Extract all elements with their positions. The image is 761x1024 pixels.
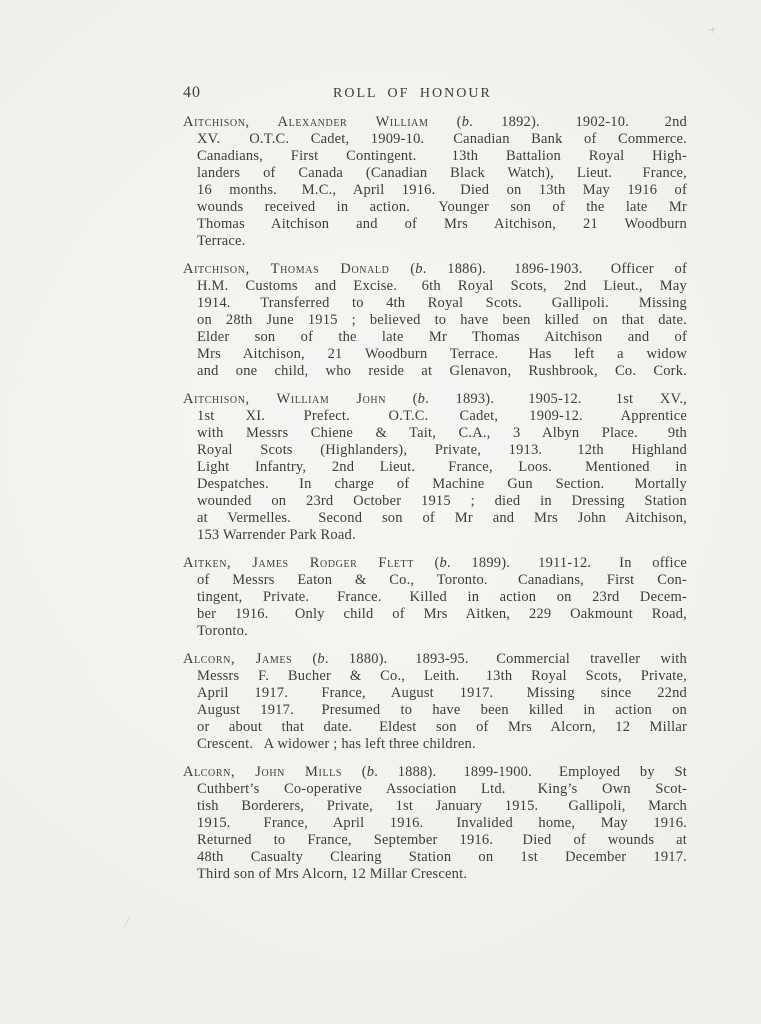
entry-text: 1st XI. Prefect. O.T.C. Cadet, 1909-12. Apprentice <box>197 408 687 424</box>
roll-entry <box>183 261 687 380</box>
entry-name: Alcorn, James <box>183 651 293 667</box>
roll-entry <box>183 391 687 544</box>
entry-text: . 1880). 1893-95. Commercial traveller with <box>324 651 687 667</box>
entry-text: ( <box>342 764 367 780</box>
entry-line <box>183 866 687 883</box>
entry-line <box>183 261 687 278</box>
entry-text: on 28th June 1915 ; believed to have been killed on that date. <box>197 312 687 328</box>
entry-line <box>183 199 687 216</box>
entry-name: Aitken, James Rodger Flett <box>183 555 414 571</box>
entry-name: Aitchison, Alexander William <box>183 114 429 130</box>
entry-line <box>183 685 687 702</box>
roll-entry <box>183 555 687 640</box>
entry-text: . 1893). 1905-12. 1st XV., <box>425 391 687 407</box>
entry-text: at Vermelles. Second son of Mr and Mrs John Aitchison, <box>197 510 687 526</box>
entry-line <box>183 476 687 493</box>
entry-name: Alcorn, John Mills <box>183 764 343 780</box>
entry-text: b <box>461 114 470 130</box>
entry-line <box>183 363 687 380</box>
page-number: 40 <box>183 84 201 101</box>
entry-text: Elder son of the late Mr Thomas Aitchison and of <box>197 329 687 345</box>
entry-text: XV. O.T.C. Cadet, 1909-10. Canadian Bank of Commerce. <box>197 131 687 147</box>
entry-text: 1915. France, April 1916. Invalided home, May 1916. <box>197 815 687 831</box>
entry-text: ( <box>389 261 416 277</box>
entry-text: b <box>415 261 423 277</box>
entry-line <box>183 849 687 866</box>
entry-text: b <box>317 651 325 667</box>
entry-text: Light Infantry, 2nd Lieut. France, Loos. Mentioned in <box>197 459 687 475</box>
entry-text: August 1917. Presumed to have been killed in action on <box>197 702 687 718</box>
entry-line <box>183 391 687 408</box>
entry-text: ( <box>413 555 440 571</box>
entry-line <box>183 216 687 233</box>
entry-text: ber 1916. Only child of Mrs Aitken, 229 Oakmount Road, <box>197 606 687 622</box>
entry-line <box>183 312 687 329</box>
entry-text: landers of Canada (Canadian Black Watch), Lieut. France, <box>197 165 687 181</box>
entry-text: H.M. Customs and Excise. 6th Royal Scots, 2nd Lieut., May <box>197 278 687 294</box>
paper-speck <box>124 918 130 927</box>
entry-line <box>183 781 687 798</box>
entry-line <box>183 131 687 148</box>
entry-line <box>183 589 687 606</box>
entry-line <box>183 493 687 510</box>
entry-line <box>183 702 687 719</box>
entry-text: Mrs Aitchison, 21 Woodburn Terrace. Has left a widow <box>197 346 687 362</box>
entry-line <box>183 510 687 527</box>
entry-text: 1914. Transferred to 4th Royal Scots. Gallipoli. Missing <box>197 295 687 311</box>
running-header: ROLL OF HONOUR <box>333 86 492 101</box>
entry-name: Aitchison, William John <box>183 391 387 407</box>
entry-line <box>183 555 687 572</box>
entry-text: Terrace. <box>197 233 246 249</box>
entry-line <box>183 295 687 312</box>
entry-line <box>183 572 687 589</box>
entry-line <box>183 668 687 685</box>
entry-text: Toronto. <box>197 623 248 639</box>
entry-line <box>183 736 687 753</box>
roll-entry <box>183 651 687 753</box>
entry-text: tish Borderers, Private, 1st January 1915. Gallipoli, March <box>197 798 687 814</box>
entry-text: 48th Casualty Clearing Station on 1st December 1917. <box>197 849 687 865</box>
entry-text: . 1888). 1899-1900. Employed by St <box>374 764 687 780</box>
entry-text: ( <box>428 114 462 130</box>
entry-line <box>183 425 687 442</box>
entry-text: April 1917. France, August 1917. Missing since 22nd <box>197 685 687 701</box>
entry-line <box>183 233 687 250</box>
entry-line <box>183 832 687 849</box>
entry-line <box>183 148 687 165</box>
entry-line <box>183 165 687 182</box>
entry-line <box>183 346 687 363</box>
roll-entry <box>183 114 687 250</box>
entry-line <box>183 719 687 736</box>
entry-text: wounds received in action. Younger son of the late Mr <box>197 199 687 215</box>
entry-text: ( <box>386 391 418 407</box>
entry-text: and one child, who reside at Glenavon, Rushbrook, Co. Cork. <box>197 363 687 379</box>
entry-text: or about that date. Eldest son of Mrs Alcorn, 12 Millar <box>197 719 687 735</box>
entry-line <box>183 182 687 199</box>
entry-text: b <box>417 391 426 407</box>
entry-line <box>183 651 687 668</box>
entries <box>183 114 687 894</box>
entry-text: . 1899). 1911-12. In office <box>447 555 687 571</box>
entry-text: Canadians, First Contingent. 13th Battalion Royal High- <box>197 148 687 164</box>
paper-speck <box>709 27 715 33</box>
entry-line <box>183 442 687 459</box>
entry-name: Aitchison, Thomas Donald <box>183 261 390 277</box>
entry-text: Cuthbert’s Co-operative Association Ltd. King’s Own Scot- <box>197 781 687 797</box>
entry-line <box>183 459 687 476</box>
entry-text: Third son of Mrs Alcorn, 12 Millar Crescent. <box>197 866 468 882</box>
entry-text: Returned to France, September 1916. Died of wounds at <box>197 832 687 848</box>
entry-text: . 1886). 1896-1903. Officer of <box>422 261 687 277</box>
entry-line <box>183 329 687 346</box>
entry-line <box>183 623 687 640</box>
entry-line <box>183 798 687 815</box>
entry-line <box>183 527 687 544</box>
entry-text: Royal Scots (Highlanders), Private, 1913. 12th Highland <box>197 442 687 458</box>
entry-text: . 1892). 1902-10. 2nd <box>469 114 687 130</box>
entry-line <box>183 114 687 131</box>
entry-text: Thomas Aitchison and of Mrs Aitchison, 21 Woodburn <box>197 216 687 232</box>
entry-text: Crescent. A widower ; has left three children. <box>197 736 476 752</box>
entry-line <box>183 764 687 781</box>
roll-entry <box>183 764 687 883</box>
entry-text: of Messrs Eaton & Co., Toronto. Canadians, First Con- <box>197 572 687 588</box>
entry-text: ( <box>292 651 318 667</box>
entry-text: 16 months. M.C., April 1916. Died on 13th May 1916 of <box>197 182 687 198</box>
entry-line <box>183 606 687 623</box>
entry-line <box>183 815 687 832</box>
entry-line <box>183 408 687 425</box>
entry-text: 153 Warrender Park Road. <box>197 527 356 543</box>
entry-text: b <box>366 764 375 780</box>
entry-text: tingent, Private. France. Killed in action on 23rd Decem- <box>197 589 687 605</box>
entry-text: Despatches. In charge of Machine Gun Section. Mortally <box>197 476 687 492</box>
entry-text: wounded on 23rd October 1915 ; died in Dressing Station <box>197 493 687 509</box>
entry-text: with Messrs Chiene & Tait, C.A., 3 Albyn Place. 9th <box>197 425 687 441</box>
entry-text: Messrs F. Bucher & Co., Leith. 13th Royal Scots, Private, <box>197 668 687 684</box>
entry-line <box>183 278 687 295</box>
entry-text: b <box>439 555 447 571</box>
